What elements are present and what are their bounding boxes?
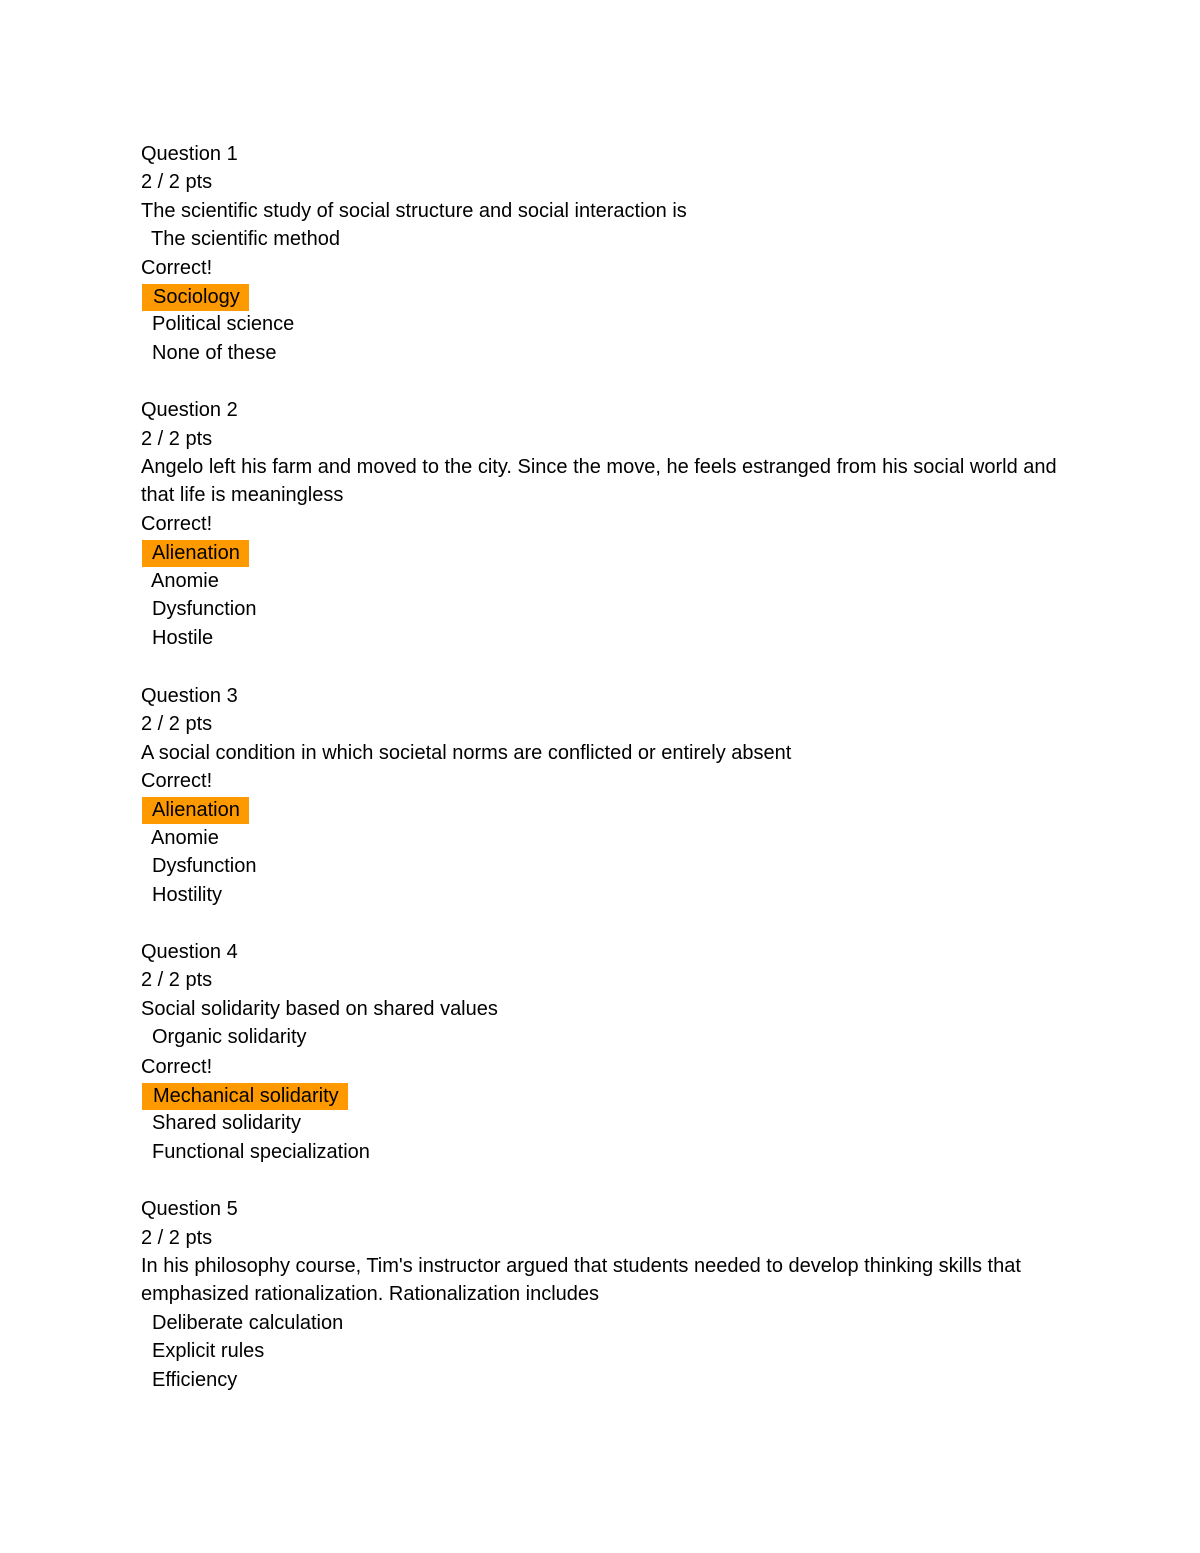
correct-label: Correct! <box>141 256 213 279</box>
question-title: Question 4 <box>141 940 238 963</box>
question-points: 2 / 2 pts <box>141 713 213 736</box>
question-points: 2 / 2 pts <box>141 969 213 992</box>
correct-label: Correct! <box>141 1055 213 1078</box>
answer-option: Explicit rules <box>152 1340 265 1363</box>
answer-option: Dysfunction <box>152 597 257 620</box>
question-points: 2 / 2 pts <box>141 171 213 194</box>
answer-option: Deliberate calculation <box>152 1311 344 1334</box>
answer-option: Efficiency <box>152 1368 238 1391</box>
correct-answer-highlight: Alienation <box>142 797 249 824</box>
question-title: Question 2 <box>141 399 238 422</box>
question-title: Question 1 <box>141 143 238 165</box>
answer-option: Political science <box>152 313 295 336</box>
correct-answer-highlight: Mechanical solidarity <box>142 1083 348 1110</box>
correct-answer-highlight: Alienation <box>142 540 249 567</box>
correct-answer-highlight: Sociology <box>142 284 249 311</box>
question-block <box>141 682 1071 909</box>
correct-answer-row <box>141 1081 1071 1109</box>
answer-option: None of these <box>152 341 277 364</box>
answer-option: The scientific method <box>151 228 340 251</box>
correct-answer-row <box>141 538 1071 566</box>
correct-answer-row <box>141 282 1071 310</box>
question-prompt: In his philosophy course, Tim's instructor argued that students needed to develop thinking skills that emphasized rationalization. Rationalization includes <box>141 1254 1021 1306</box>
question-block <box>141 396 1071 653</box>
question-title: Question 5 <box>141 1198 238 1221</box>
answer-option: Organic solidarity <box>152 1026 307 1049</box>
correct-answer-row <box>141 795 1071 823</box>
answer-option: Functional specialization <box>152 1140 370 1163</box>
question-block <box>141 938 1071 1166</box>
answer-option: Anomie <box>151 826 219 849</box>
question-points: 2 / 2 pts <box>141 1226 213 1249</box>
question-points: 2 / 2 pts <box>141 427 213 450</box>
answer-option: Hostility <box>152 883 223 906</box>
question-title: Question 3 <box>141 684 238 707</box>
quiz-results <box>141 140 1071 1394</box>
correct-label: Correct! <box>141 769 213 792</box>
question-block <box>141 140 1071 367</box>
question-prompt: The scientific study of social structure and social interaction is <box>141 199 687 222</box>
answer-option: Shared solidarity <box>152 1112 301 1135</box>
answer-option: Dysfunction <box>152 855 257 878</box>
correct-label: Correct! <box>141 512 213 535</box>
question-prompt: A social condition in which societal norms are conflicted or entirely absent <box>141 741 792 764</box>
answer-option: Anomie <box>151 569 219 592</box>
answer-option: Hostile <box>152 627 214 650</box>
question-prompt: Angelo left his farm and moved to the city. Since the move, he feels estranged from his social world and that life is meaningless <box>141 455 1057 507</box>
question-block <box>141 1195 1071 1394</box>
question-prompt: Social solidarity based on shared values <box>141 997 498 1020</box>
